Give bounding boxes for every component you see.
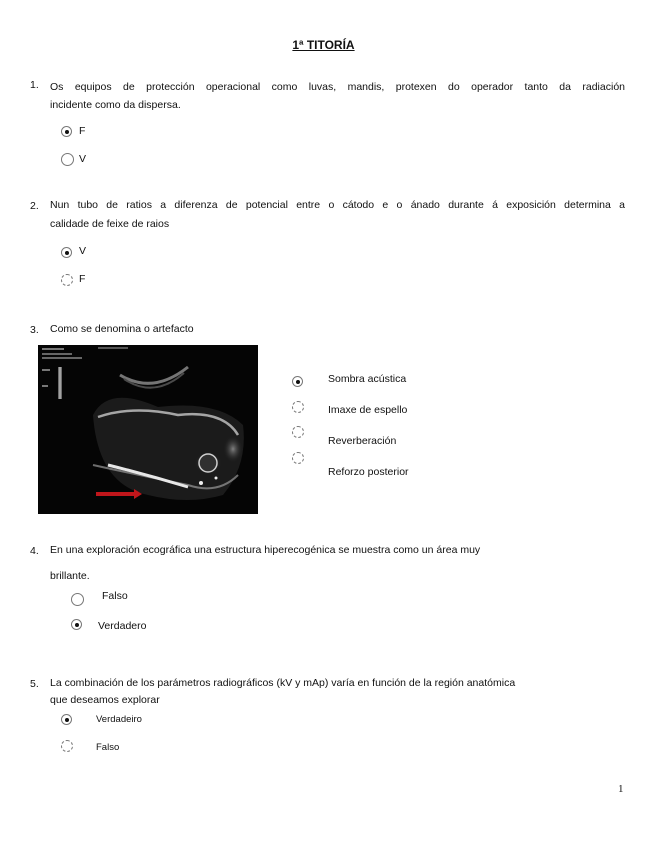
q3-option-2-label: Imaxe de espello — [328, 404, 408, 416]
q5-option-2-radio[interactable] — [61, 740, 73, 752]
question-2-text-line2: calidade de feixe de raios — [50, 218, 170, 230]
question-2-text-line1: Nun tubo de ratios a diferenza de potencial entre o cátodo e o ánado durante á exposición determina a — [50, 199, 625, 211]
q5-option-1-label: Verdadeiro — [96, 714, 142, 725]
question-4-text-line2: brillante. — [50, 570, 90, 582]
page-title: 1ª TITORÍA — [292, 38, 355, 52]
q1-option-2-label: V — [79, 153, 87, 165]
q2-option-2-label: F — [79, 273, 86, 285]
question-1-number: 1. — [30, 79, 39, 91]
question-5-text-line1: La combinación de los parámetros radiográficos (kV y mAp) varía en función de la región anatómica — [50, 677, 516, 689]
q2-option-2-radio[interactable] — [61, 274, 73, 286]
q3-option-3-radio[interactable] — [292, 426, 304, 438]
q1-option-1-label: F — [79, 125, 86, 137]
question-5-text-line2: que deseamos explorar — [50, 694, 160, 706]
q4-option-2-radio[interactable] — [71, 619, 82, 630]
q5-option-1-radio[interactable] — [61, 714, 72, 725]
q3-option-4-radio[interactable] — [292, 452, 304, 464]
page-number: 1 — [618, 783, 624, 795]
q3-option-1-label: Sombra acústica — [328, 373, 407, 385]
ultrasound-image — [38, 345, 258, 514]
question-4-number: 4. — [30, 545, 39, 557]
question-4-text-line1: En una exploración ecográfica una estructura hiperecogénica se muestra como un área muy — [50, 544, 481, 556]
q2-option-1-radio[interactable] — [61, 247, 72, 258]
q3-option-1-radio[interactable] — [292, 376, 303, 387]
q4-option-1-radio[interactable] — [71, 593, 84, 606]
q1-option-2-radio[interactable] — [61, 153, 74, 166]
q1-option-1-radio[interactable] — [61, 126, 72, 137]
q4-option-2-label: Verdadero — [98, 620, 147, 632]
q3-option-4-label: Reforzo posterior — [328, 466, 409, 478]
q3-option-3-label: Reverberación — [328, 435, 397, 447]
question-1-text-line1: Os equipos de protección operacional como luvas, mandis, protexen do operador tanto da radiación — [50, 81, 625, 93]
q2-option-1-label: V — [79, 245, 87, 257]
q3-option-2-radio[interactable] — [292, 401, 304, 413]
q5-option-2-label: Falso — [96, 742, 120, 753]
q4-option-1-label: Falso — [102, 590, 128, 602]
question-3-text-line1: Como se denomina o artefacto — [50, 323, 194, 335]
question-1-text-line2: incidente como da dispersa. — [50, 99, 181, 111]
question-3-number: 3. — [30, 324, 39, 336]
question-5-number: 5. — [30, 678, 39, 690]
ultrasound-image-graphic — [38, 345, 258, 514]
question-2-number: 2. — [30, 200, 39, 212]
